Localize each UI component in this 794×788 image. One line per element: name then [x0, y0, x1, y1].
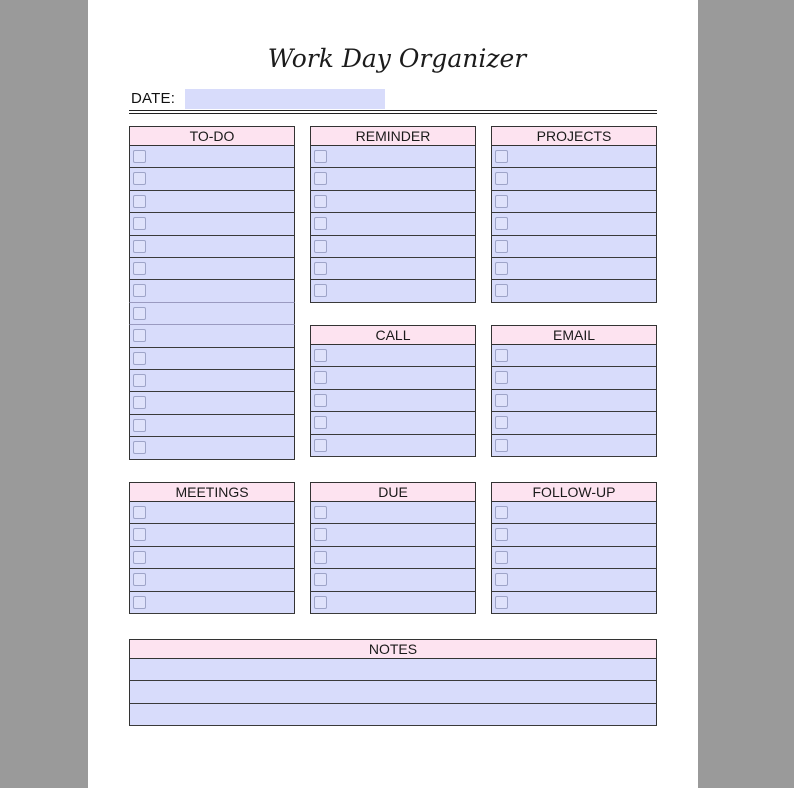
section-email	[491, 325, 657, 457]
checklist-row[interactable]	[129, 592, 295, 614]
checkbox[interactable]	[133, 528, 146, 541]
checkbox[interactable]	[133, 506, 146, 519]
checklist-row[interactable]	[129, 213, 295, 235]
section-todo	[129, 126, 295, 460]
checklist-row[interactable]	[310, 191, 476, 213]
checklist-row[interactable]	[310, 367, 476, 389]
notes-line[interactable]	[129, 704, 657, 726]
notes-line[interactable]	[129, 681, 657, 703]
date-label: DATE:	[131, 90, 176, 107]
checklist-row[interactable]	[310, 280, 476, 302]
page-title: Work Day Organizer	[267, 44, 527, 73]
date-field[interactable]	[185, 89, 385, 109]
checklist-row[interactable]	[129, 348, 295, 370]
checkbox[interactable]	[133, 419, 146, 432]
checklist-row[interactable]	[491, 547, 657, 569]
checkbox[interactable]	[133, 573, 146, 586]
checkbox[interactable]	[495, 217, 508, 230]
checklist-row[interactable]	[491, 258, 657, 280]
checkbox[interactable]	[495, 394, 508, 407]
checkbox[interactable]	[133, 172, 146, 185]
checklist-row[interactable]	[129, 236, 295, 258]
checkbox[interactable]	[495, 551, 508, 564]
checkbox[interactable]	[495, 371, 508, 384]
checklist-row[interactable]	[491, 345, 657, 367]
checkbox[interactable]	[495, 439, 508, 452]
checklist-row[interactable]	[310, 547, 476, 569]
checklist-row[interactable]	[310, 390, 476, 412]
checklist-row[interactable]	[491, 146, 657, 168]
checkbox[interactable]	[314, 150, 327, 163]
checklist-row[interactable]	[310, 524, 476, 546]
checklist-row[interactable]	[310, 168, 476, 190]
checklist-row[interactable]	[310, 236, 476, 258]
checkbox[interactable]	[133, 240, 146, 253]
checkbox[interactable]	[133, 374, 146, 387]
checklist-row[interactable]	[491, 502, 657, 524]
checkbox[interactable]	[314, 284, 327, 297]
date-rule	[129, 110, 657, 111]
checklist-row[interactable]	[310, 345, 476, 367]
checklist-row[interactable]	[129, 502, 295, 524]
due-header: DUE	[310, 482, 476, 502]
checklist-row[interactable]	[310, 569, 476, 591]
checklist-row[interactable]	[491, 569, 657, 591]
checkbox[interactable]	[133, 596, 146, 609]
section-due	[310, 482, 476, 614]
checkbox[interactable]	[314, 506, 327, 519]
checklist-row[interactable]	[129, 191, 295, 213]
checklist-row[interactable]	[491, 412, 657, 434]
checkbox[interactable]	[133, 396, 146, 409]
checklist-row[interactable]	[310, 502, 476, 524]
checkbox[interactable]	[133, 551, 146, 564]
checkbox[interactable]	[133, 329, 146, 342]
checkbox[interactable]	[133, 352, 146, 365]
meetings-header: MEETINGS	[129, 482, 295, 502]
checkbox[interactable]	[314, 240, 327, 253]
checklist-row[interactable]	[310, 412, 476, 434]
checklist-row[interactable]	[310, 213, 476, 235]
checkbox[interactable]	[314, 172, 327, 185]
checklist-row[interactable]	[129, 524, 295, 546]
checklist-row[interactable]	[129, 168, 295, 190]
checkbox[interactable]	[495, 262, 508, 275]
checklist-row[interactable]	[129, 437, 295, 459]
checklist-row[interactable]	[491, 213, 657, 235]
checkbox[interactable]	[314, 573, 327, 586]
todo-header: TO-DO	[129, 126, 295, 146]
checkbox[interactable]	[133, 217, 146, 230]
checklist-row[interactable]	[129, 146, 295, 168]
projects-header: PROJECTS	[491, 126, 657, 146]
email-header: EMAIL	[491, 325, 657, 345]
checklist-row[interactable]	[129, 392, 295, 414]
checklist-row[interactable]	[310, 258, 476, 280]
checkbox[interactable]	[495, 506, 508, 519]
checkbox[interactable]	[133, 441, 146, 454]
checklist-row[interactable]	[491, 191, 657, 213]
checklist-row[interactable]	[129, 258, 295, 280]
checklist-row[interactable]	[491, 592, 657, 614]
section-reminder	[310, 126, 476, 303]
checkbox[interactable]	[314, 439, 327, 452]
section-followup	[491, 482, 657, 614]
checkbox[interactable]	[495, 528, 508, 541]
reminder-header: REMINDER	[310, 126, 476, 146]
checklist-row[interactable]	[129, 569, 295, 591]
checkbox[interactable]	[133, 195, 146, 208]
date-rule	[129, 113, 657, 114]
section-call	[310, 325, 476, 457]
checkbox[interactable]	[495, 349, 508, 362]
checkbox[interactable]	[133, 307, 146, 320]
checkbox[interactable]	[133, 150, 146, 163]
checklist-row[interactable]	[129, 370, 295, 392]
checkbox[interactable]	[314, 528, 327, 541]
checkbox[interactable]	[314, 217, 327, 230]
checkbox[interactable]	[495, 284, 508, 297]
checklist-row[interactable]	[491, 280, 657, 302]
checkbox[interactable]	[314, 371, 327, 384]
checkbox[interactable]	[314, 416, 327, 429]
checkbox[interactable]	[314, 394, 327, 407]
checklist-row[interactable]	[491, 236, 657, 258]
checkbox[interactable]	[314, 195, 327, 208]
checklist-row[interactable]	[310, 592, 476, 614]
checklist-row[interactable]	[491, 524, 657, 546]
checklist-row[interactable]	[129, 325, 295, 347]
checklist-row[interactable]	[310, 435, 476, 457]
checklist-row[interactable]	[491, 435, 657, 457]
checklist-row[interactable]	[491, 168, 657, 190]
checklist-row[interactable]	[129, 547, 295, 569]
checklist-row[interactable]	[129, 303, 295, 325]
checkbox[interactable]	[495, 240, 508, 253]
checkbox[interactable]	[495, 172, 508, 185]
checkbox[interactable]	[314, 596, 327, 609]
checkbox[interactable]	[314, 349, 327, 362]
section-meetings	[129, 482, 295, 614]
checkbox[interactable]	[133, 284, 146, 297]
checklist-row[interactable]	[310, 146, 476, 168]
checkbox[interactable]	[495, 573, 508, 586]
checkbox[interactable]	[495, 195, 508, 208]
checkbox[interactable]	[495, 150, 508, 163]
section-notes	[129, 639, 657, 726]
notes-header: NOTES	[129, 639, 657, 659]
checkbox[interactable]	[495, 596, 508, 609]
checkbox[interactable]	[314, 262, 327, 275]
checkbox[interactable]	[495, 416, 508, 429]
checklist-row[interactable]	[129, 280, 295, 302]
checklist-row[interactable]	[129, 415, 295, 437]
checklist-row[interactable]	[491, 367, 657, 389]
checkbox[interactable]	[133, 262, 146, 275]
followup-header: FOLLOW-UP	[491, 482, 657, 502]
call-header: CALL	[310, 325, 476, 345]
checkbox[interactable]	[314, 551, 327, 564]
section-projects	[491, 126, 657, 303]
notes-line[interactable]	[129, 659, 657, 681]
checklist-row[interactable]	[491, 390, 657, 412]
